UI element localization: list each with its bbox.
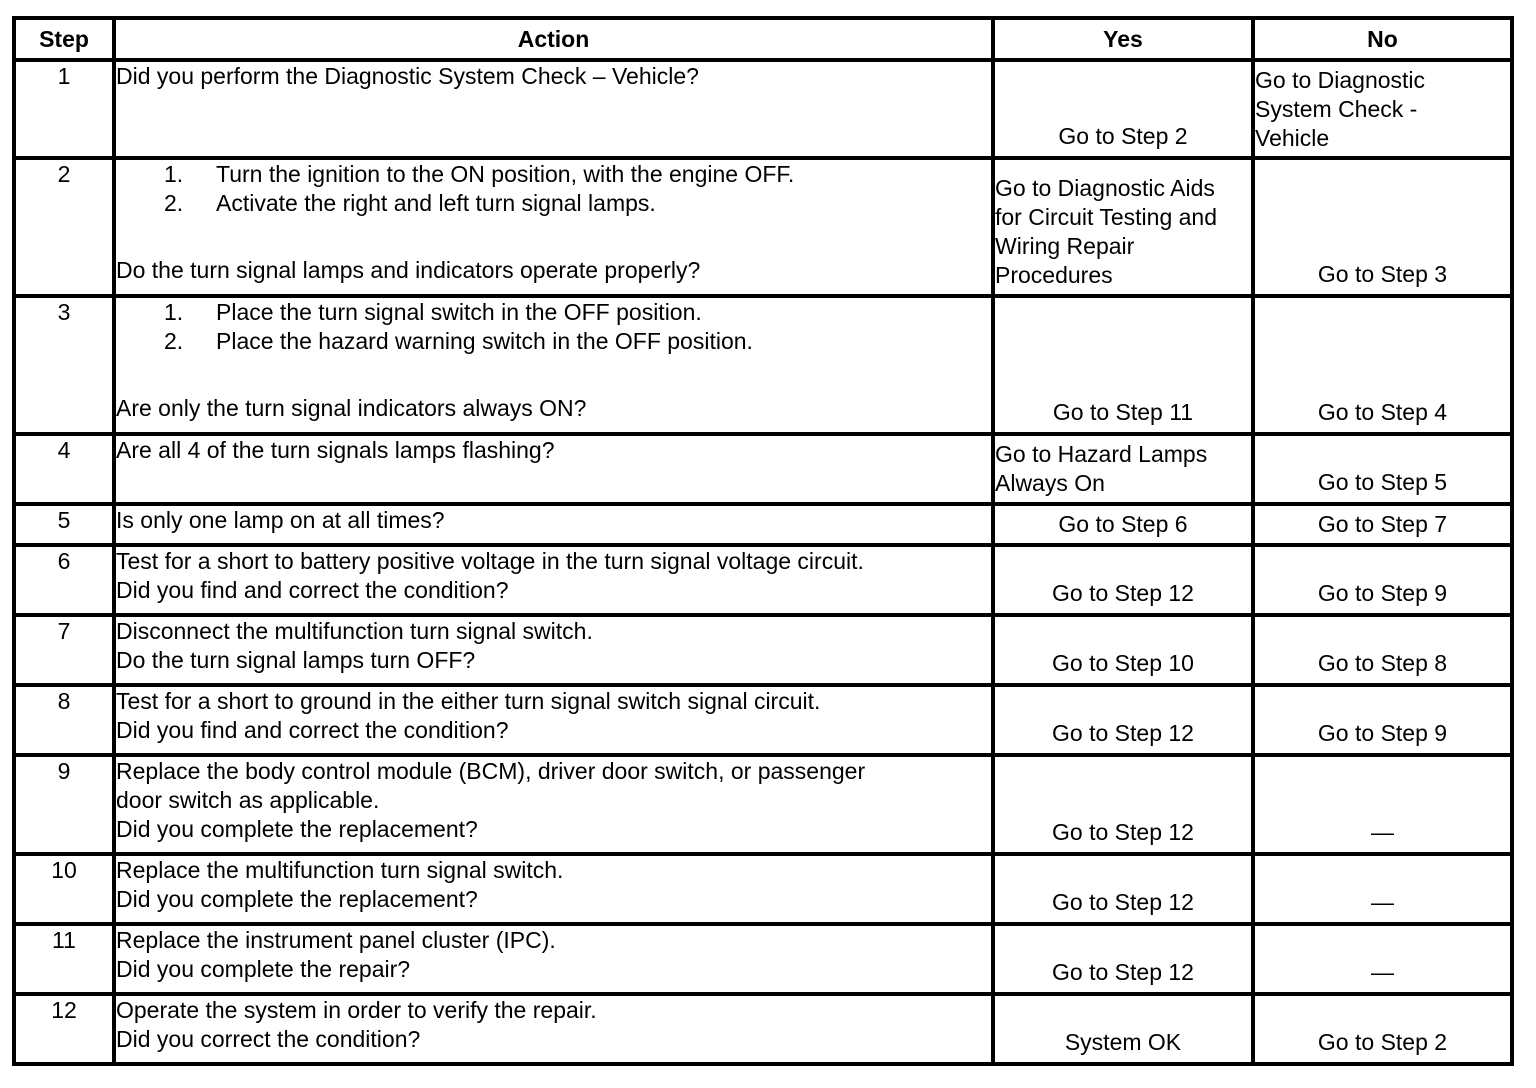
no-result: Go to Step 2 [1317,1029,1448,1055]
yes-cell [993,685,1253,755]
table-row [14,755,1512,854]
action-line: Test for a short to ground in the either turn signal switch signal circuit. [116,688,821,714]
header-yes: Yes [993,18,1253,60]
yes-result: Procedures [995,262,1113,288]
yes-result: Go to Step 6 [1058,511,1188,537]
yes-cell [993,296,1253,434]
action-line: Replace the instrument panel cluster (IPC). [116,927,556,953]
action-line: Are all 4 of the turn signals lamps flashing? [116,437,555,463]
action-line: Did you find and correct the condition? [116,577,509,603]
action-line: Do the turn signal lamps turn OFF? [116,647,476,673]
no-cell [1253,854,1512,924]
action-cell [114,924,993,994]
table-row [14,545,1512,615]
no-cell [1253,615,1512,685]
yes-cell [993,504,1253,545]
action-line: Did you perform the Diagnostic System Check – Vehicle? [116,63,699,89]
no-cell [1253,545,1512,615]
yes-result: Go to Step 12 [1052,720,1194,746]
no-result: Go to Diagnostic [1255,67,1426,93]
table-row [14,854,1512,924]
header-action: Action [114,18,993,60]
step-number: 12 [14,994,114,1064]
action-cell [114,615,993,685]
table-row [14,296,1512,434]
step-number: 1 [14,60,114,158]
table-row [14,504,1512,545]
action-cell [114,296,993,434]
no-result: Vehicle [1255,125,1330,151]
yes-cell [993,60,1253,158]
procedure-number: 1. [164,161,184,187]
no-result: Go to Step 9 [1317,720,1448,746]
yes-result: Go to Step 2 [1058,123,1188,149]
no-cell [1253,158,1512,296]
procedure-number: 2. [164,328,184,354]
table-row [14,434,1512,504]
no-result: Go to Step 5 [1317,469,1448,495]
yes-result: Always On [995,470,1105,496]
action-cell [114,854,993,924]
procedure-number: 1. [164,299,184,325]
no-cell [1253,755,1512,854]
table-row [14,685,1512,755]
action-cell [114,60,993,158]
no-cell [1253,685,1512,755]
no-result: — [1371,819,1394,845]
procedure-list [116,298,991,356]
yes-cell [993,434,1253,504]
step-number: 8 [14,685,114,755]
step-number: 7 [14,615,114,685]
yes-result: Go to Step 12 [1052,580,1194,606]
no-result: — [1371,959,1394,985]
header-step: Step [14,18,114,60]
yes-cell [993,994,1253,1064]
step-number: 9 [14,755,114,854]
no-result: — [1371,889,1394,915]
yes-result: Go to Hazard Lamps [995,441,1208,467]
header-no: No [1253,18,1512,60]
action-cell [114,158,993,296]
header-row [14,18,1512,60]
action-cell [114,685,993,755]
action-line: Did you complete the replacement? [116,886,478,912]
yes-result: Go to Step 11 [1052,399,1194,425]
action-line: Disconnect the multifunction turn signal switch. [116,618,593,644]
action-line: Is only one lamp on at all times? [116,507,445,533]
procedure-step: 2. Place the hazard warning switch in the OFF position. [164,328,753,354]
action-cell [114,994,993,1064]
no-cell [1253,296,1512,434]
yes-cell [993,924,1253,994]
step-number: 11 [14,924,114,994]
procedure-step: 2. Activate the right and left turn signal lamps. [164,190,656,216]
action-cell [114,434,993,504]
table-row [14,924,1512,994]
action-cell [114,755,993,854]
no-cell [1253,924,1512,994]
yes-cell [993,615,1253,685]
no-result: Go to Step 3 [1317,261,1448,287]
no-cell [1253,434,1512,504]
procedure-number: 2. [164,190,184,216]
action-line: Replace the multifunction turn signal switch. [116,857,564,883]
action-line: Did you complete the repair? [116,956,411,982]
action-line: Did you complete the replacement? [116,816,478,842]
table-row [14,158,1512,296]
no-result: Go to Step 8 [1317,650,1448,676]
table-row [14,615,1512,685]
yes-result: Go to Step 12 [1052,889,1194,915]
procedure-step: 1. Turn the ignition to the ON position, with the engine OFF. [164,161,795,187]
no-cell [1253,60,1512,158]
yes-result: Go to Diagnostic Aids [995,175,1215,201]
step-number: 3 [14,296,114,434]
yes-cell [993,854,1253,924]
no-cell [1253,994,1512,1064]
yes-result: Go to Step 10 [1052,650,1194,676]
action-line: Operate the system in order to verify the repair. [116,997,597,1023]
yes-cell [993,545,1253,615]
step-number: 6 [14,545,114,615]
no-result: Go to Step 4 [1317,399,1448,425]
step-number: 5 [14,504,114,545]
yes-cell [993,158,1253,296]
action-question: Do the turn signal lamps and indicators operate properly? [116,257,701,283]
step-number: 2 [14,158,114,296]
diagnostic-table [12,16,1514,1066]
yes-result: Go to Step 12 [1052,959,1194,985]
step-number: 10 [14,854,114,924]
no-result: Go to Step 9 [1317,580,1448,606]
action-question: Are only the turn signal indicators always ON? [116,395,587,421]
action-line: Did you find and correct the condition? [116,717,509,743]
no-result: Go to Step 7 [1317,511,1448,537]
table-row [14,994,1512,1064]
no-result: System Check - [1255,96,1418,122]
procedure-list [116,160,991,218]
table-row [14,60,1512,158]
yes-result: Wiring Repair [995,233,1135,259]
yes-result: for Circuit Testing and [995,204,1218,230]
action-line: Did you correct the condition? [116,1026,421,1052]
yes-cell [993,755,1253,854]
yes-result: Go to Step 12 [1052,819,1194,845]
action-line: door switch as applicable. [116,787,380,813]
action-cell [114,545,993,615]
action-cell [114,504,993,545]
yes-result: System OK [1064,1029,1182,1055]
action-line: Test for a short to battery positive voltage in the turn signal voltage circuit. [116,548,864,574]
action-line: Replace the body control module (BCM), driver door switch, or passenger [116,758,866,784]
no-cell [1253,504,1512,545]
procedure-step: 1. Place the turn signal switch in the OFF position. [164,299,702,325]
step-number: 4 [14,434,114,504]
